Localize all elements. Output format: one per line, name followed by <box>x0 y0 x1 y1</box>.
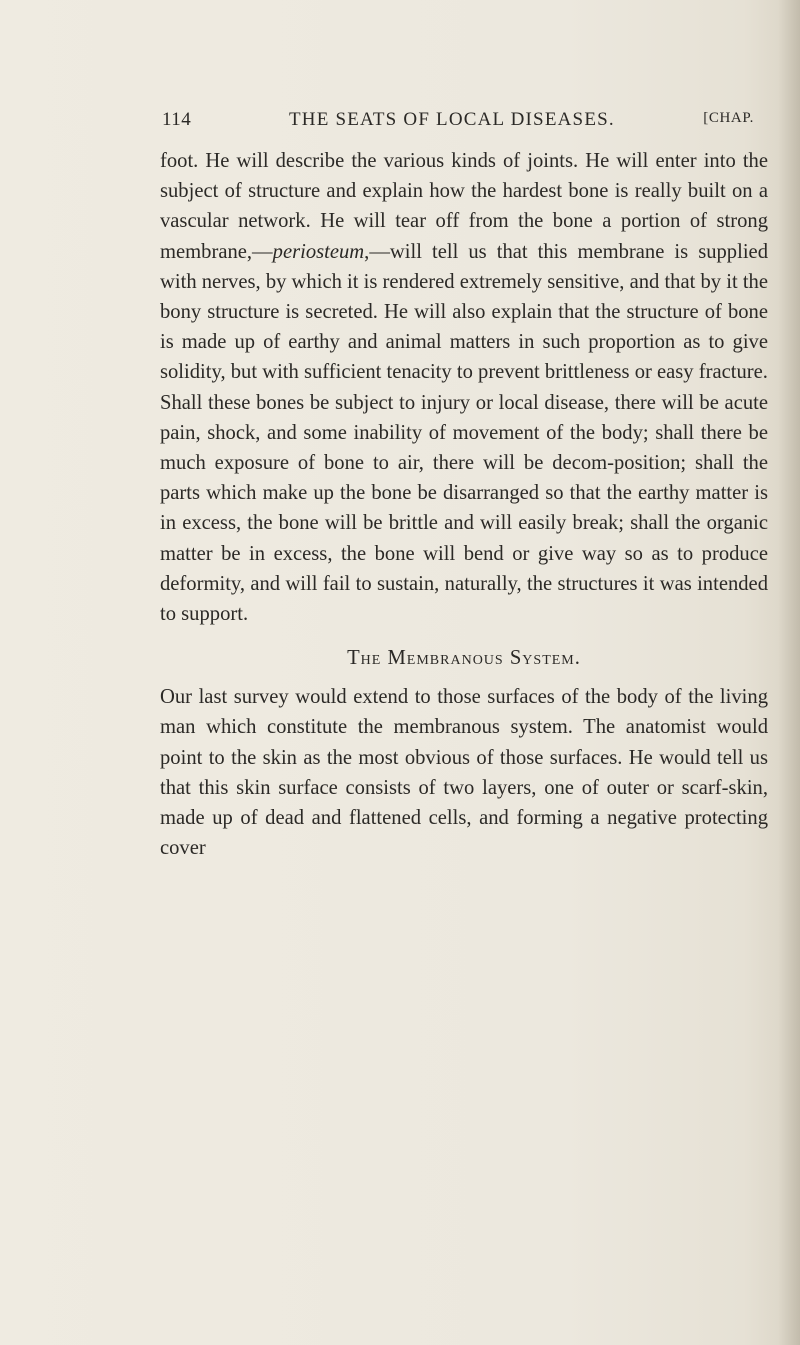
paragraph-membranous-system: Our last survey would extend to those surfaces of the body of the living man which constitute the membranous system. The anatomist would point to the skin as the most obvious of those surfaces. He would tell us that this skin surface consists of two layers, one of outer or scarf-skin, made up of dead and flattened cells, and forming a negative protecting cover <box>160 686 768 860</box>
section-heading: The Membranous System. <box>347 647 581 670</box>
italic-term: periosteum <box>272 240 365 263</box>
page-header <box>162 109 762 135</box>
chapter-mark: [CHAP. <box>703 110 754 126</box>
paragraph-bone-disease: Shall these bones be subject to injury or local disease, there will be acute pain, shock, and some inability of movement of the body; shall there be much exposure of bone to air, there will be decom-position; shall the parts which make up the bone be disarranged so that the earthy matter is in excess, the bone will be brittle and will easily break; shall the organic matter be in excess, the bone will bend or give way so as to produce deformity, and will fail to sustain, naturally, the structures it was intended to support. <box>160 391 768 626</box>
paragraph-text: foot. He will describe the various kinds of joints. He will enter into the subject of structure and explain how the hardest bone is really built on a vascular network. He will tear off from the bone a portion of strong membrane,— <box>160 150 768 263</box>
running-title: THE SEATS OF LOCAL DISEASES. <box>289 109 615 130</box>
paragraph-bone-structure <box>160 146 768 388</box>
paragraph-text: ,—will tell us that this membrane is supplied with nerves, by which it is rendered extremely sensitive, and that by it the bony structure is secreted. He will also explain that the structure of bone is made up of earthy and animal matters in such proportion as to give solidity, but with sufficient tenacity to prevent brittleness or easy fracture. <box>160 240 768 384</box>
page-edge-shadow <box>778 0 800 1345</box>
page-number: 114 <box>162 109 192 130</box>
page-body <box>160 146 768 863</box>
